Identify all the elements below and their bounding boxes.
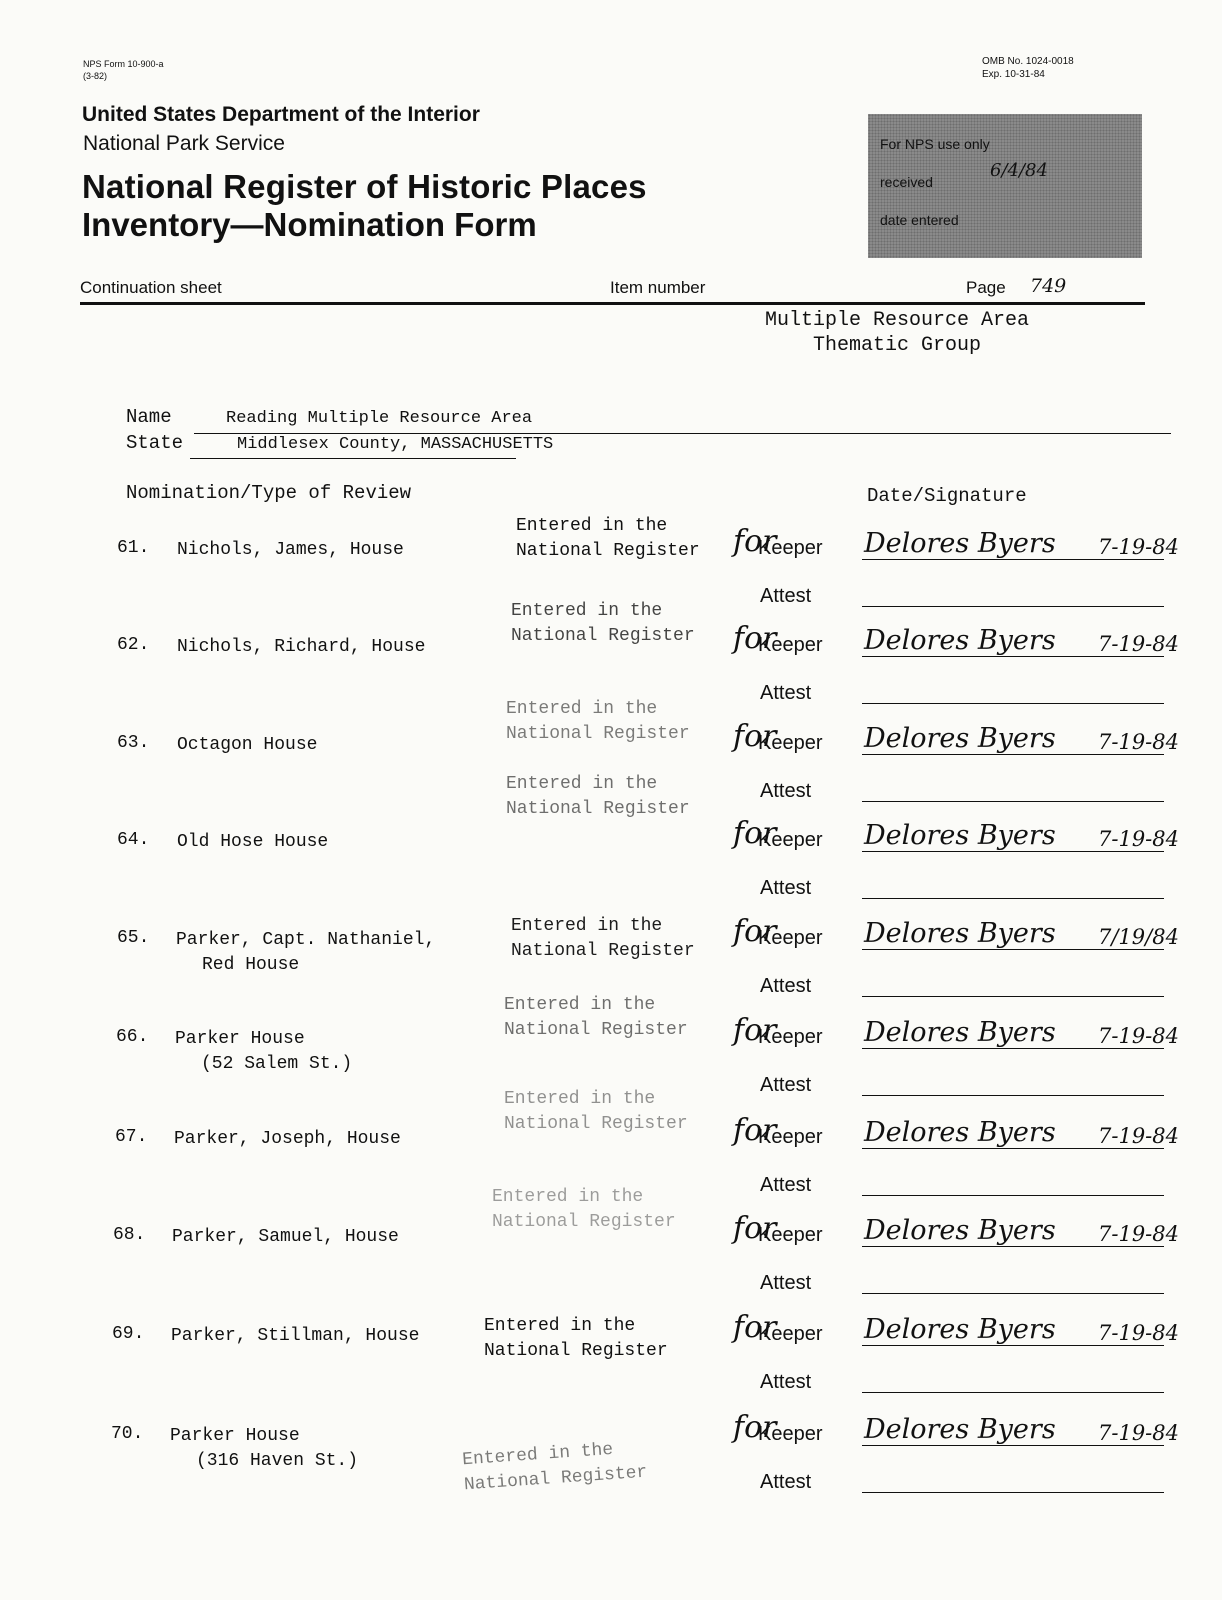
subtitle-line1: Multiple Resource Area [764, 309, 1030, 332]
form-title-line1: National Register of Historic Places [82, 168, 647, 205]
page-label: Page [966, 278, 1006, 297]
keeper-label: Keeper [758, 927, 823, 949]
nomination-column-header: Nomination/Type of Review [126, 482, 412, 504]
for-mark: for [733, 816, 777, 851]
stamp-line1: Entered in the [484, 1316, 636, 1336]
entry-number: 67. [115, 1127, 148, 1147]
attest-line [862, 703, 1164, 704]
stamp-line2: National Register [504, 1020, 688, 1040]
entry-name [177, 830, 328, 855]
service-heading: National Park Service [83, 132, 285, 155]
entry-number: 66. [116, 1027, 149, 1047]
form-revision-text: (3-82) [83, 71, 108, 81]
form-title-line2: Inventory—Nomination Form [82, 206, 537, 243]
stamp-line1: Entered in the [461, 1439, 614, 1471]
entered-register-stamp [506, 697, 690, 747]
entered-register-stamp [506, 772, 690, 822]
form-number [83, 58, 164, 82]
entry-name [171, 1324, 419, 1349]
form-number-text: NPS Form 10-900-a [83, 59, 164, 69]
for-mark: for [733, 1310, 777, 1345]
entry-name [175, 1027, 352, 1077]
page-value: 749 [1030, 275, 1067, 297]
entry-number: 62. [117, 635, 150, 655]
signature-line [862, 1345, 1164, 1346]
name-label: Name [126, 406, 172, 428]
signature-date: 7-19-84 [1098, 1421, 1179, 1445]
keeper-signature: Delores Byers [864, 1017, 1056, 1048]
attest-label: Attest [760, 780, 812, 802]
keeper-label: Keeper [758, 732, 823, 754]
keeper-signature: Delores Byers [864, 820, 1056, 851]
stamp-line1: Entered in the [506, 699, 658, 719]
attest-line [862, 1492, 1164, 1493]
entry-name-line1: Octagon House [177, 735, 318, 755]
stamp-line2: National Register [506, 724, 690, 744]
entry-number: 64. [117, 830, 150, 850]
stamp-line2: National Register [484, 1341, 668, 1361]
stamp-line1: Entered in the [511, 916, 663, 936]
entry-name [176, 928, 435, 978]
attest-line [862, 1293, 1164, 1294]
keeper-label: Keeper [758, 1126, 823, 1148]
entry-name-line2: (316 Haven St.) [196, 1451, 359, 1471]
entered-register-stamp [504, 993, 688, 1043]
signature-line [862, 949, 1164, 950]
stamp-line2: National Register [492, 1212, 676, 1232]
entry-name-line1: Parker, Stillman, House [171, 1326, 420, 1346]
entered-register-stamp [492, 1185, 676, 1235]
attest-line [862, 606, 1164, 607]
omb-expiration: Exp. 10-31-84 [982, 69, 1045, 80]
stamp-line2: National Register [463, 1462, 648, 1496]
signature-line [862, 559, 1164, 560]
signature-line [862, 754, 1164, 755]
signature-date: 7-19-84 [1098, 1222, 1179, 1246]
nps-box-heading: For NPS use only [880, 136, 990, 152]
keeper-label: Keeper [758, 537, 823, 559]
signature-date: 7-19-84 [1098, 632, 1179, 656]
entry-name-line1: Parker House [170, 1426, 300, 1446]
entry-name-line1: Parker, Capt. Nathaniel, [176, 930, 436, 950]
keeper-label: Keeper [758, 1224, 823, 1246]
entry-row [0, 1410, 1222, 1524]
stamp-line1: Entered in the [504, 1089, 656, 1109]
stamp-line2: National Register [516, 541, 700, 561]
nps-received-label: received [880, 174, 933, 190]
stamp-line2: National Register [511, 626, 695, 646]
keeper-signature: Delores Byers [864, 918, 1056, 949]
attest-line [862, 898, 1164, 899]
signature-line [862, 1048, 1164, 1049]
entry-number: 69. [112, 1324, 145, 1344]
signature-date: 7-19-84 [1098, 827, 1179, 851]
attest-label: Attest [760, 975, 812, 997]
keeper-label: Keeper [758, 634, 823, 656]
attest-line [862, 801, 1164, 802]
attest-label: Attest [760, 585, 812, 607]
stamp-line2: National Register [511, 941, 695, 961]
entry-name-line1: Parker House [175, 1029, 305, 1049]
entry-name-line1: Parker, Joseph, House [174, 1129, 401, 1149]
entered-register-stamp [461, 1436, 648, 1499]
for-mark: for [733, 1013, 777, 1048]
entered-register-stamp [516, 514, 700, 564]
entry-name [174, 1127, 401, 1152]
signature-line [862, 1445, 1164, 1446]
signature-line [862, 1148, 1164, 1149]
signature-line [862, 851, 1164, 852]
attest-label: Attest [760, 682, 812, 704]
entry-name-line1: Parker, Samuel, House [172, 1227, 399, 1247]
entry-row [0, 1310, 1222, 1424]
entry-name [177, 538, 404, 563]
entry-number: 63. [117, 733, 150, 753]
stamp-line1: Entered in the [516, 516, 668, 536]
entered-register-stamp [511, 914, 695, 964]
entry-number: 68. [113, 1225, 146, 1245]
entry-number: 61. [117, 538, 150, 558]
signature-line [862, 1246, 1164, 1247]
signature-date: 7/19/84 [1098, 925, 1179, 949]
keeper-label: Keeper [758, 1323, 823, 1345]
subtitle-line2: Thematic Group [812, 334, 982, 357]
name-underline [194, 433, 1171, 434]
keeper-label: Keeper [758, 829, 823, 851]
keeper-signature: Delores Byers [864, 1314, 1056, 1345]
for-mark: for [733, 524, 777, 559]
for-mark: for [733, 1113, 777, 1148]
attest-label: Attest [760, 1471, 812, 1493]
attest-line [862, 1095, 1164, 1096]
continuation-sheet-label: Continuation sheet [80, 278, 222, 297]
attest-label: Attest [760, 1272, 812, 1294]
header-rule [80, 302, 1145, 305]
stamp-line1: Entered in the [506, 774, 658, 794]
entered-register-stamp [504, 1087, 688, 1137]
entry-number: 70. [111, 1424, 144, 1444]
for-mark: for [733, 914, 777, 949]
signature-line [862, 656, 1164, 657]
name-value: Reading Multiple Resource Area [226, 409, 533, 428]
date-signature-column-header: Date/Signature [867, 485, 1027, 507]
group-subtitle [762, 308, 1032, 358]
entry-name [177, 635, 425, 660]
entry-name [177, 733, 317, 758]
stamp-line2: National Register [504, 1114, 688, 1134]
attest-label: Attest [760, 877, 812, 899]
omb-block [982, 55, 1074, 81]
attest-label: Attest [760, 1174, 812, 1196]
stamp-line1: Entered in the [511, 601, 663, 621]
signature-date: 7-19-84 [1098, 1321, 1179, 1345]
keeper-signature: Delores Byers [864, 723, 1056, 754]
entry-number: 65. [117, 928, 150, 948]
keeper-signature: Delores Byers [864, 528, 1056, 559]
for-mark: for [733, 1211, 777, 1246]
nps-date-entered-label: date entered [880, 212, 959, 228]
omb-number: OMB No. 1024-0018 [982, 56, 1074, 67]
signature-date: 7-19-84 [1098, 1124, 1179, 1148]
signature-date: 7-19-84 [1098, 1024, 1179, 1048]
department-heading: United States Department of the Interior [82, 103, 480, 126]
signature-date: 7-19-84 [1098, 730, 1179, 754]
attest-line [862, 996, 1164, 997]
entered-register-stamp [484, 1314, 668, 1364]
entry-name [170, 1424, 358, 1474]
attest-line [862, 1195, 1164, 1196]
for-mark: for [733, 621, 777, 656]
attest-label: Attest [760, 1371, 812, 1393]
stamp-line2: National Register [506, 799, 690, 819]
keeper-signature: Delores Byers [864, 1215, 1056, 1246]
for-mark: for [733, 1410, 777, 1445]
nps-use-only-box [868, 114, 1142, 258]
signature-date: 7-19-84 [1098, 535, 1179, 559]
entry-name-line2: (52 Salem St.) [201, 1054, 353, 1074]
keeper-signature: Delores Byers [864, 625, 1056, 656]
entry-name-line1: Nichols, James, House [177, 540, 404, 560]
state-value: Middlesex County, MASSACHUSETTS [237, 435, 554, 454]
attest-label: Attest [760, 1074, 812, 1096]
for-mark: for [733, 719, 777, 754]
entry-name-line2: Red House [202, 955, 300, 975]
keeper-label: Keeper [758, 1423, 823, 1445]
keeper-label: Keeper [758, 1026, 823, 1048]
attest-line [862, 1392, 1164, 1393]
state-underline [190, 458, 516, 459]
stamp-line1: Entered in the [504, 995, 656, 1015]
entry-row [0, 1187, 1222, 1325]
entry-name-line1: Old Hose House [177, 832, 329, 852]
stamp-line1: Entered in the [492, 1187, 644, 1207]
entry-name [172, 1225, 399, 1250]
entered-register-stamp [511, 599, 695, 649]
nps-received-value: 6/4/84 [990, 160, 1048, 181]
entry-name-line1: Nichols, Richard, House [177, 637, 426, 657]
keeper-signature: Delores Byers [864, 1117, 1056, 1148]
state-label: State [126, 432, 184, 454]
keeper-signature: Delores Byers [864, 1414, 1056, 1445]
item-number-label: Item number [610, 278, 706, 297]
